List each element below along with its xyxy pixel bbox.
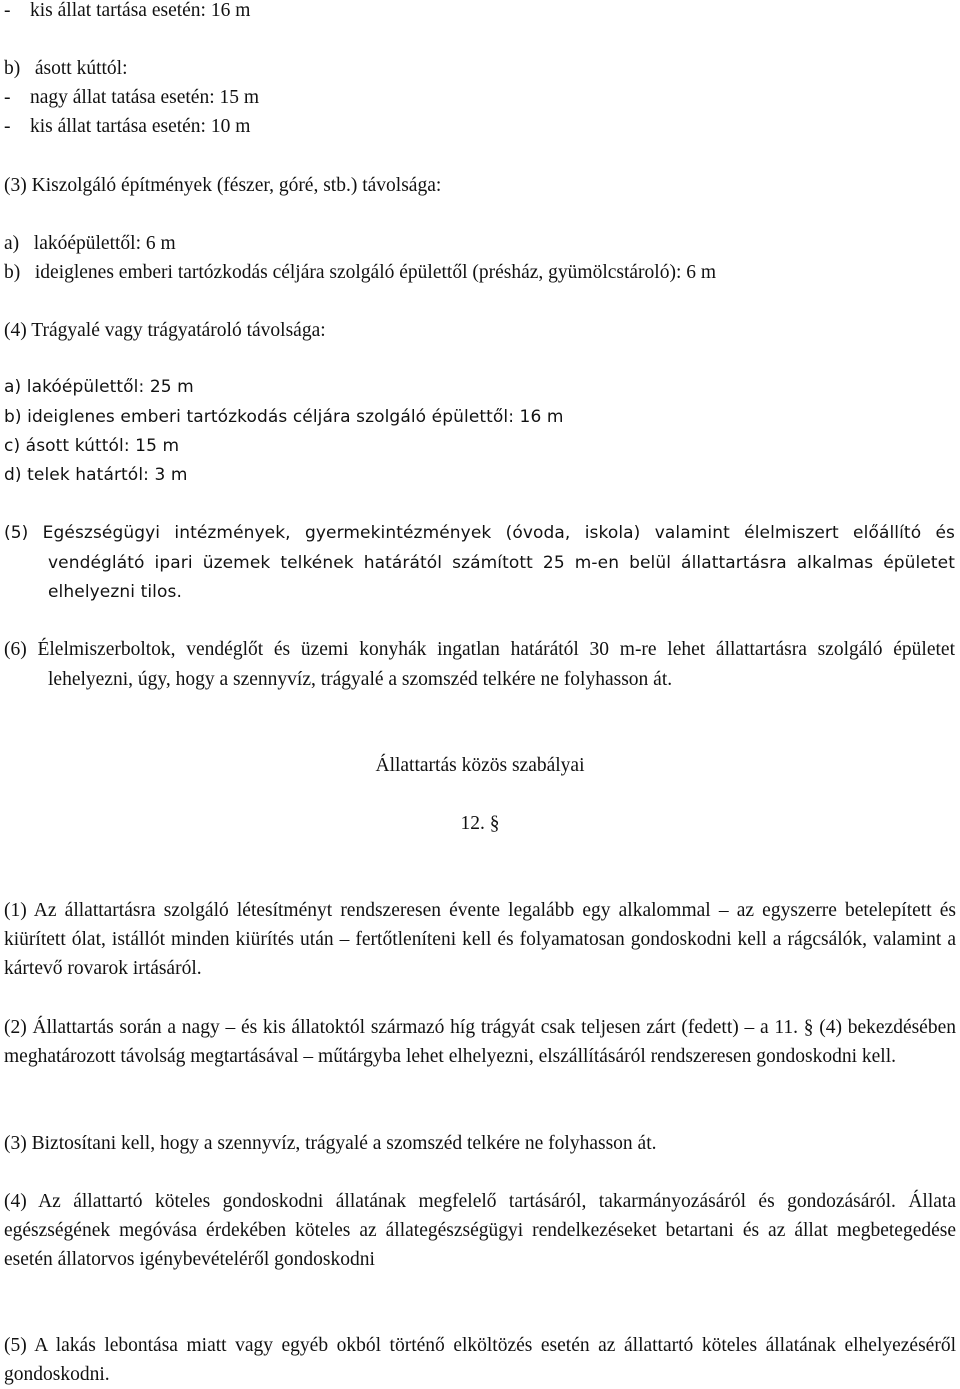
rule-1: (1) Az állattartásra szolgáló létesítményt rendszeresen évente legalább egy alkalommal – az egyszerre betelepített és kiürített ólat, istállót minden kiürítés után – fertőtleníteni kell és folyamatosan gondoskodni kell a rágcsálók, valamint a kártevő rovarok irtásáról. [4,900,956,980]
text-line: - kis állat tartása esetén: 16 m [4,0,251,21]
text-line: c) ásott kúttól: 15 m [4,436,180,456]
paragraph-6: (6) Élelmiszerboltok, vendéglőt és üzemi konyhák ingatlan határától 30 m-re lehet állattartásra szolgáló épületet lehelyezni, úgy, hogy a szennyvíz, trágyalé a szomszéd telkére ne folyhasson át. [4,639,955,690]
text-line: b) ásott kúttól: [4,58,128,79]
text-line: b) ideiglenes emberi tartózkodás céljára szolgáló épülettől: 16 m [4,407,564,427]
section-number: 12. § [460,813,500,834]
rule-2: (2) Állattartás során a nagy – és kis állatoktól származó híg trágyát csak teljesen zárt (fedett) – a 11. § (4) bekezdésében meghatározott távolság megtartásával – műtárgyba lehet elhelyezni, elszállításáról rendszeresen gondoskodni kell. [4,1017,956,1068]
text-line: - kis állat tartása esetén: 10 m [4,116,251,137]
text-line: (4) Trágyalé vagy trágyatároló távolsága: [4,320,326,341]
text-line: a) lakóépülettől: 6 m [4,233,176,254]
section-title: Állattartás közös szabályai [375,755,585,776]
text-line: d) telek határtól: 3 m [4,465,188,485]
text-line: a) lakóépülettől: 25 m [4,377,194,397]
text-line: - nagy állat tatása esetén: 15 m [4,87,260,108]
rule-5: (5) A lakás lebontása miatt vagy egyéb okból történő elköltözés esetén az állattartó köteles állatának elhelyezéséről gondoskodni. [4,1335,956,1386]
paragraph-5: (5) Egészségügyi intézmények, gyermekintézmények (óvoda, iskola) valamint élelmiszert előállító és vendéglátó ipari üzemek telkének határától számított 25 m-en belül állattartásra alkalmas épületet elhelyezni tilos. [4,523,955,602]
text-line: b) ideiglenes emberi tartózkodás céljára szolgáló épülettől (présház, gyümölcstároló): 6 m [4,262,717,283]
rule-4: (4) Az állattartó köteles gondoskodni állatának megfelelő tartásáról, takarmányozásáról és gondozásáról. Állata egészségének megóvása érdekében köteles az állategészségügyi rendelkezéseket betartani és az állat megbetegedése esetén állatorvos igénybevételéről gondoskodni [4,1191,956,1271]
text-line: (3) Kiszolgáló építmények (fészer, góré, stb.) távolsága: [4,175,442,196]
rule-3: (3) Biztosítani kell, hogy a szennyvíz, trágyalé a szomszéd telkére ne folyhasson át. [4,1133,657,1154]
